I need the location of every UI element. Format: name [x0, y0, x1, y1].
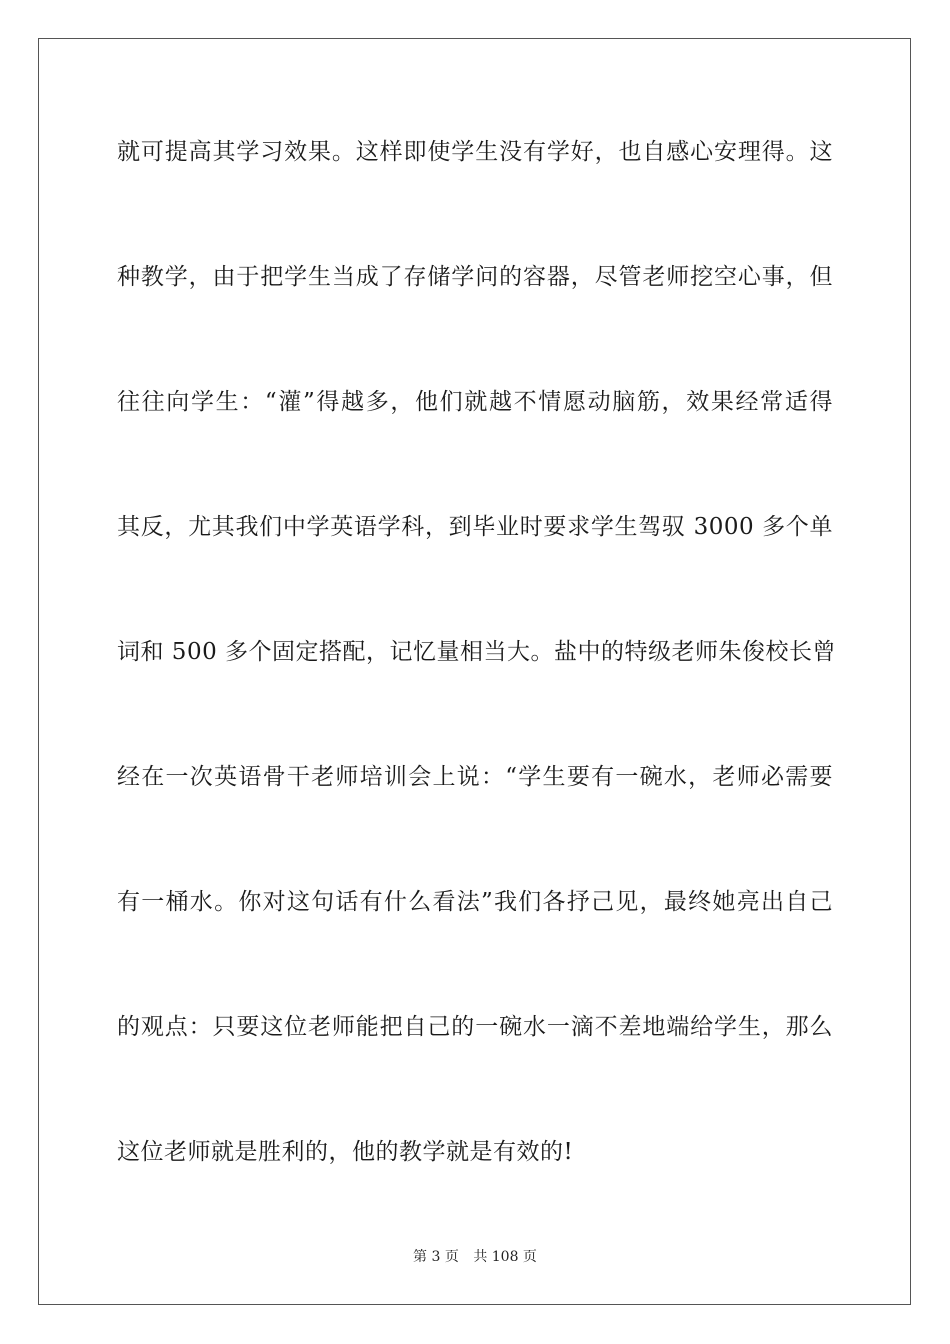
text-line-1: 就可提高其学习效果。这样即使学生没有学好，也自感心安理得。这 [117, 139, 833, 165]
page-total: 共 108 页 [473, 1249, 537, 1265]
text-line-8: 的观点：只要这位老师能把自己的一碗水一滴不差地端给学生，那么 [117, 1014, 833, 1040]
text-line-5: 词和 500 多个固定搭配，记忆量相当大。盐中的特级老师朱俊校长曾 [117, 639, 837, 665]
text-line-6: 经在一次英语骨干老师培训会上说：“学生要有一碗水，老师必需要 [117, 764, 833, 790]
document-body [117, 120, 837, 1245]
page-footer [0, 1246, 950, 1266]
text-line-7: 有一桶水。你对这句话有什么看法”我们各抒己见，最终她亮出自己 [117, 889, 833, 915]
text-line-3: 往往向学生：“灌”得越多，他们就越不情愿动脑筋，效果经常适得 [117, 389, 833, 415]
text-line-9: 这位老师就是胜利的，他的教学就是有效的! [117, 1139, 574, 1165]
text-line-2: 种教学，由于把学生当成了存储学问的容器，尽管老师挖空心事，但 [117, 264, 833, 290]
page-number: 第 3 页 [413, 1249, 459, 1265]
text-line-4: 其反，尤其我们中学英语学科，到毕业时要求学生驾驭 3000 多个单 [117, 514, 833, 540]
